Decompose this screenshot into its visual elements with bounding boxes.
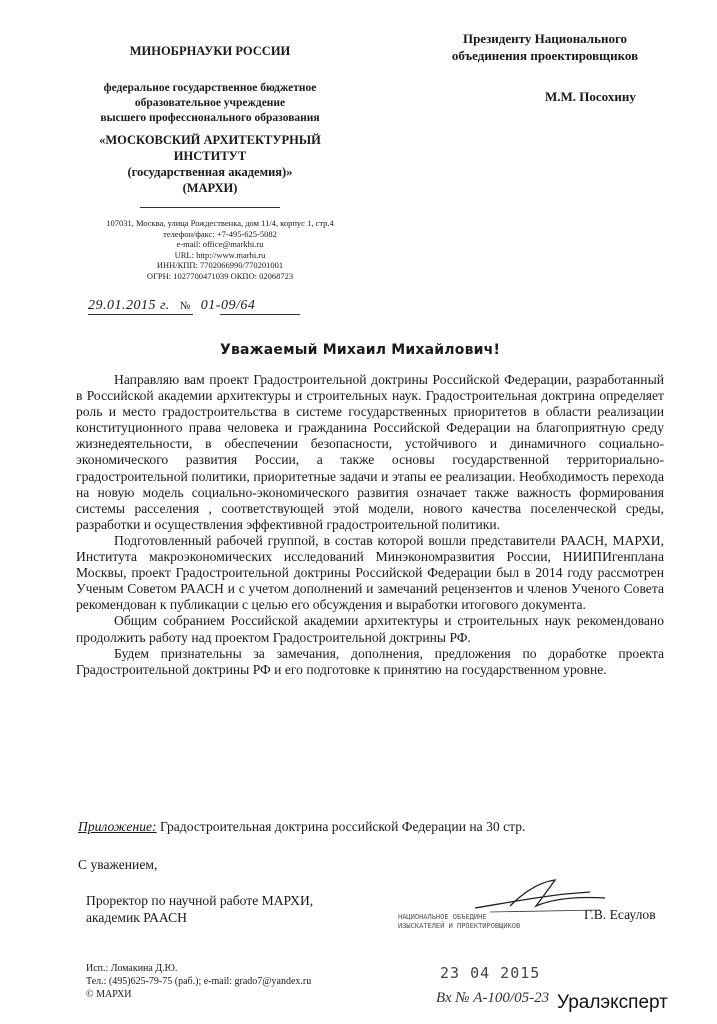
attachment-label: Приложение: [78, 819, 157, 834]
reference-number-underline [220, 314, 300, 315]
receipt-stamp [398, 913, 598, 931]
stamp-date: 23 04 2015 [440, 964, 541, 982]
executor-line: © МАРХИ [86, 989, 132, 1000]
ministry-name: МИНОБРНАУКИ РОССИИ [129, 44, 291, 58]
body-paragraph: Направляю вам проект Градостроительной доктрины Российской Федерации, разработанный в Российской академии архитектуры и строительных наук. Градостроительная доктрина определяет роль и место градостроительства в системе государственных приоритетов в области реализации конституционного права человека и гражданина Российской Федерации на благоприятную среду жизнедеятельности, в обеспечении безопасности, устойчивого и динамичного социально-экономического развития России, а также основы государственной территориально-градостроительной политики, приоритетные задачи и этапы ее реализации. Необходимость перехода на новую модель социально-экономического развития означает также важность формирования системы расселения , соответствующей этой модели, нового качества поселенческой среды, разработки и осуществления эффективной градостроительной политики. [76, 372, 664, 532]
signer-title-line: Проректор по научной работе МАРХИ, [86, 893, 314, 908]
contact-line: ИНН/КПП: 7702066990/770201001 [156, 260, 284, 270]
reference-number: 01-09/64 [200, 298, 256, 313]
attachment-line [78, 819, 525, 835]
body-paragraph: Будем признательны за замечания, дополнения, предложения по доработке проекта Градостроительной доктрины РФ и его подготовке к принятию на государственном уровне. [76, 645, 664, 677]
watermark-logo: Уралэксперт [557, 992, 668, 1013]
attachment-text: Градостроительная доктрина российской Федерации на 30 стр. [159, 819, 526, 834]
sender-block [60, 44, 360, 196]
stamp-line: ИЗЫСКАТЕЛЕЙ И ПРОЕКТИРОВЩИКОВ [398, 922, 521, 930]
reference-line [88, 298, 255, 314]
stamp-line: НАЦИОНАЛЬНОЕ ОБЪЕДИНЕ [398, 913, 487, 921]
signer-title [86, 892, 313, 926]
org-name-line: «МОСКОВСКИЙ АРХИТЕКТУРНЫЙ [99, 133, 321, 147]
org-name-line: ИНСТИТУТ [173, 149, 247, 163]
reference-number-prefix: № [179, 300, 191, 312]
sender-divider [140, 207, 280, 208]
org-type-line: высшего профессионального образования [100, 112, 320, 124]
body-paragraph: Подготовленный рабочей группой, в состав которой вошли представители РААСН, МАРХИ, Института макроэкономических исследований Минэкономразвития России, НИИПИгенплана Москвы, проект Градостроительной доктрины Российской Федерации был в 2014 году рассмотрен Ученым Советом РААСН и с учетом дополнений и замечаний рецензентов и членов Ученого Совета рекомендован к публикации с целью его обсуждения и выработки итогового документа. [76, 532, 664, 613]
stamp-number: Вх № А-100/05-23 [436, 990, 550, 1006]
sender-contacts [70, 218, 370, 281]
contact-line: телефон/факс: +7-495-625-5082 [163, 228, 277, 239]
contact-line: ОГРН: 1027700471039 ОКПО: 02068723 [146, 270, 294, 281]
org-name-line: (МАРХИ) [182, 181, 238, 195]
executor-line: Тел.: (495)625-79-75 (раб.); e-mail: grado7@yandex.ru [86, 976, 312, 987]
closing-regards: С уважением, [78, 857, 158, 872]
contact-line: URL: http://www.marhi.ru [174, 249, 266, 260]
signer-title-line: академик РААСН [86, 910, 187, 925]
letter-body [76, 372, 664, 678]
contact-line: 107031, Москва, улица Рождественка, дом 11/4, корпус 1, стр.4 [106, 218, 334, 228]
signer-name: Г.В. Есаулов [584, 907, 656, 922]
org-type-line: федеральное государственное бюджетное [103, 82, 317, 94]
org-type-line: образовательное учреждение [134, 97, 286, 109]
executor-line: Исп.: Ломакина Д.Ю. [86, 963, 178, 974]
reference-date: 29.01.2015 г. [88, 298, 170, 313]
executor-info [86, 962, 311, 1001]
body-paragraph: Общим собранием Российской академии архитектуры и строительных наук рекомендовано продолжить работу над проектом Градостроительной доктрины РФ. [76, 613, 664, 645]
recipient-name: М.М. Посохину [545, 89, 636, 104]
salutation: Уважаемый Михаил Михайлович! [219, 342, 501, 358]
recipient-line: Президенту Национального [462, 31, 628, 46]
contact-line: e-mail: office@markhi.ru [176, 239, 264, 249]
recipient-block [420, 30, 670, 64]
reference-date-underline [88, 314, 193, 315]
org-name-line: (государственная академия)» [127, 165, 293, 179]
recipient-line: объединения проектировщиков [451, 48, 639, 63]
